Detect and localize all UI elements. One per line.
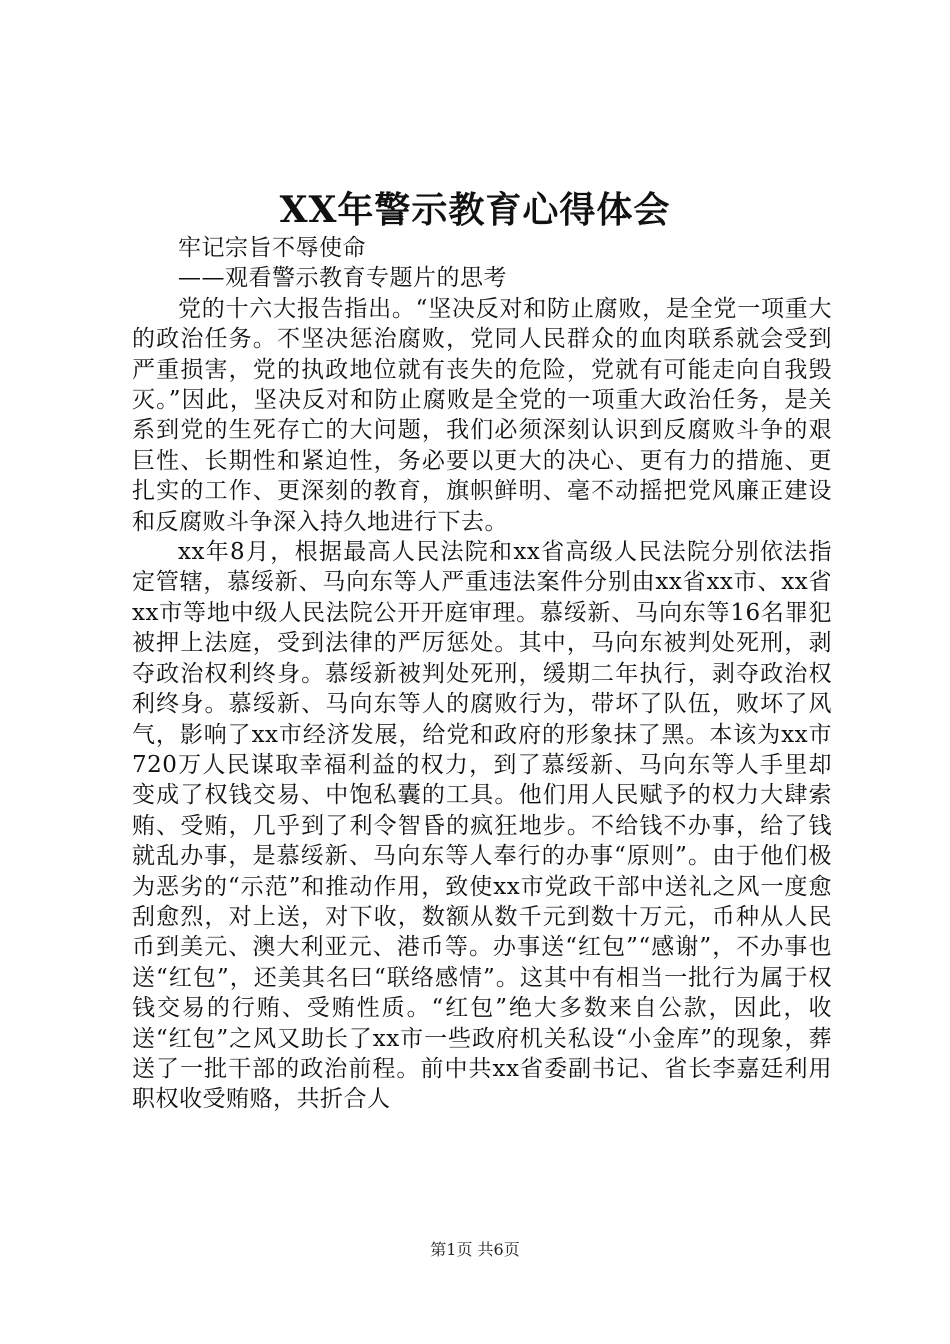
paragraph-2: xx年8月，根据最高人民法院和xx省高级人民法院分别依法指定管辖，慕绥新、马向东等人严重违法案件分别由xx省xx市、xx省xx市等地中级人民法院公开开庭审理。慕绥新、马向东等16名罪犯被押上法庭，受到法律的严厉惩处。其中，马向东被判处死刑，剥夺政治权利终身。慕绥新被判处死刑，缓期二年执行，剥夺政治权利终身。慕绥新、马向东等人的腐败行为，带坏了队伍，败坏了风气，影响了xx市经济发展，给党和政府的形象抹了黑。本该为xx市720万人民谋取幸福利益的权力，到了慕绥新、马向东等人手里却变成了权钱交易、中饱私囊的工具。他们用人民赋予的权力大肆索贿、受贿，几乎到了利令智昏的疯狂地步。不给钱不办事，给了钱就乱办事，是慕绥新、马向东等人奉行的办事“原则”。由于他们极为恶劣的“示范”和推动作用，致使xx市党政干部中送礼之风一度愈刮愈烈，对上送，对下收，数额从数千元到数十万元，币种从人民币到美元、澳大利亚元、港币等。办事送“红包”“感谢”，不办事也送“红包”，还美其名曰“联络感情”。这其中有相当一批行为属于权钱交易的行贿、受贿性质。“红包”绝大多数来自公款，因此，收送“红包”之风又助长了xx市一些政府机关私设“小金库”的现象，葬送了一批干部的政治前程。前中共xx省委副书记、省长李嘉廷利用职权收受贿赂，共折合人 [132,539,832,1113]
document-title: XX年警示教育心得体会 [279,189,671,231]
page-footer: 第1页 共6页 [430,1240,520,1259]
subtitle-motto: 牢记宗旨不辱使命 [178,235,366,261]
document-body [132,233,832,1115]
paragraph-1: 党的十六大报告指出。“坚决反对和防止腐败，是全党一项重大的政治任务。不坚决惩治腐败，党同人民群众的血肉联系就会受到严重损害，党的执政地位就有丧失的危险，党就有可能走向自我毁灭。”因此，坚决反对和防止腐败是全党的一项重大政治任务，是关系到党的生死存亡的大问题，我们必须深刻认识到反腐败斗争的艰巨性、长期性和紧迫性，务必要以更大的决心、更有力的措施、更扎实的工作、更深刻的教育，旗帜鲜明、毫不动摇把党风廉正建设和反腐败斗争深入持久地进行下去。 [132,295,832,535]
subtitle-reflection: ——观看警示教育专题片的思考 [178,265,507,292]
